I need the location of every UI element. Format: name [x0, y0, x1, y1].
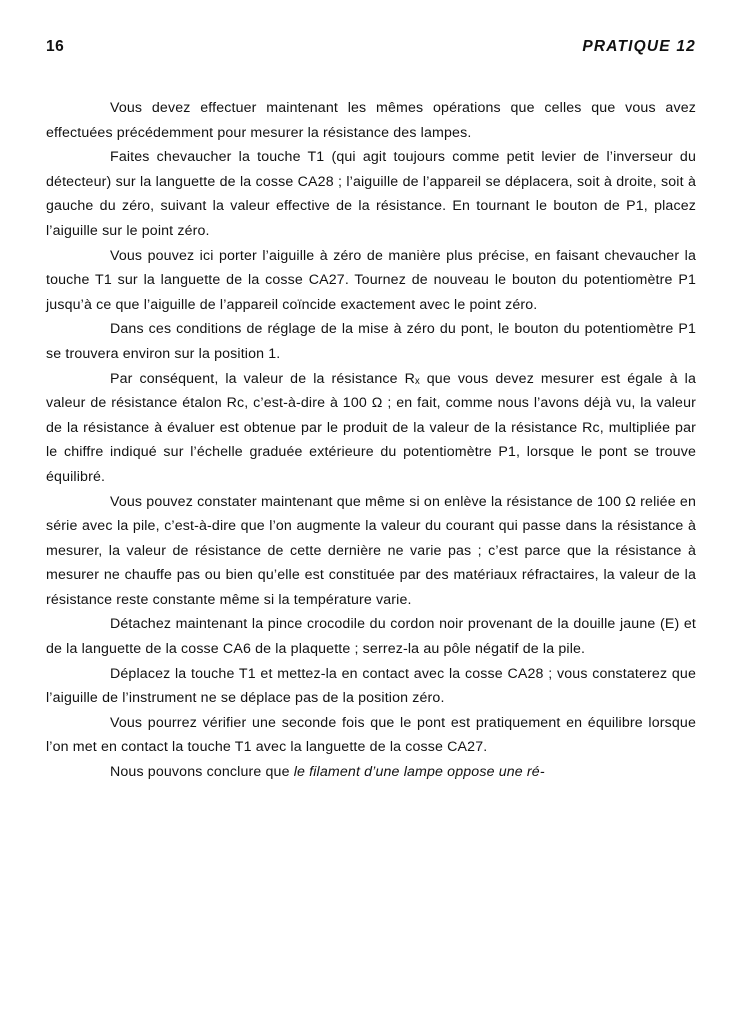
paragraph: Par conséquent, la valeur de la résistance Rₓ que vous devez mesurer est égale à la valeur de résistance étalon Rc, c’est-à-dire à 100 Ω ; en fait, comme nous l’avons déjà vu, la valeur de la résistance à évaluer est obtenue par le produit de la valeur de la résistance Rc, multipliée par le chiffre indiqué sur l’échelle graduée extérieure du potentiomètre P1, lorsque le pont se trouve équilibré. [46, 370, 696, 485]
paragraph: Détachez maintenant la pince crocodile du cordon noir provenant de la douille jaune (E) et de la languette de la cosse CA6 de la plaquette ; serrez-la au pôle négatif de la pile. [46, 616, 696, 658]
paragraph: Vous pourrez vérifier une seconde fois que le pont est pratiquement en équilibre lorsque l’on met en contact la touche T1 avec la languette de la cosse CA27. [46, 714, 696, 756]
page-number: 16 [46, 38, 65, 55]
body-text [46, 96, 696, 785]
paragraph: Vous pouvez ici porter l’aiguille à zéro de manière plus précise, en faisant chevaucher la touche T1 sur la languette de la cosse CA27. Tournez de nouveau le bouton du potentiomètre P1 jusqu’à ce que l’aiguille de l’appareil coïncide exactement avec le point zéro. [46, 247, 696, 313]
paragraph: Déplacez la touche T1 et mettez-la en contact avec la cosse CA28 ; vous constaterez que l’aiguille de l’instrument ne se déplace pas de la position zéro. [46, 665, 696, 707]
paragraph: Faites chevaucher la touche T1 (qui agit toujours comme petit levier de l’inverseur du détecteur) sur la languette de la cosse CA28 ; l’aiguille de l’appareil se déplacera, soit à droite, soit à gauche du zéro, suivant la valeur effective de la résistance. En tournant le bouton de P1, placez l’aiguille sur le point zéro. [46, 149, 696, 239]
paragraph: Dans ces conditions de réglage de la mise à zéro du pont, le bouton du potentiomètre P1 se trouvera environ sur la position 1. [46, 321, 696, 362]
paragraph-last [46, 760, 696, 785]
running-title: PRATIQUE 12 [582, 38, 696, 55]
last-paragraph-emphasis: le filament d’une lampe oppose une ré- [293, 764, 545, 781]
last-paragraph-lead: Nous pouvons conclure que [110, 764, 294, 781]
paragraph: Vous pouvez constater maintenant que même si on enlève la résistance de 100 Ω reliée en série avec la pile, c’est-à-dire que l’on augmente la valeur du courant qui passe dans la résistance à mesurer, la valeur de résistance de cette dernière ne varie pas ; c’est parce que la résistance à mesurer ne chauffe pas ou bien qu’elle est constituée par des matériaux réfractaires, la valeur de la résistance reste constante même si la température varie. [46, 493, 696, 608]
page-header [46, 38, 696, 64]
document-page [46, 38, 696, 785]
paragraph: Vous devez effectuer maintenant les mêmes opérations que celles que vous avez effectuées précédemment pour mesurer la résistance des lampes. [46, 100, 696, 141]
